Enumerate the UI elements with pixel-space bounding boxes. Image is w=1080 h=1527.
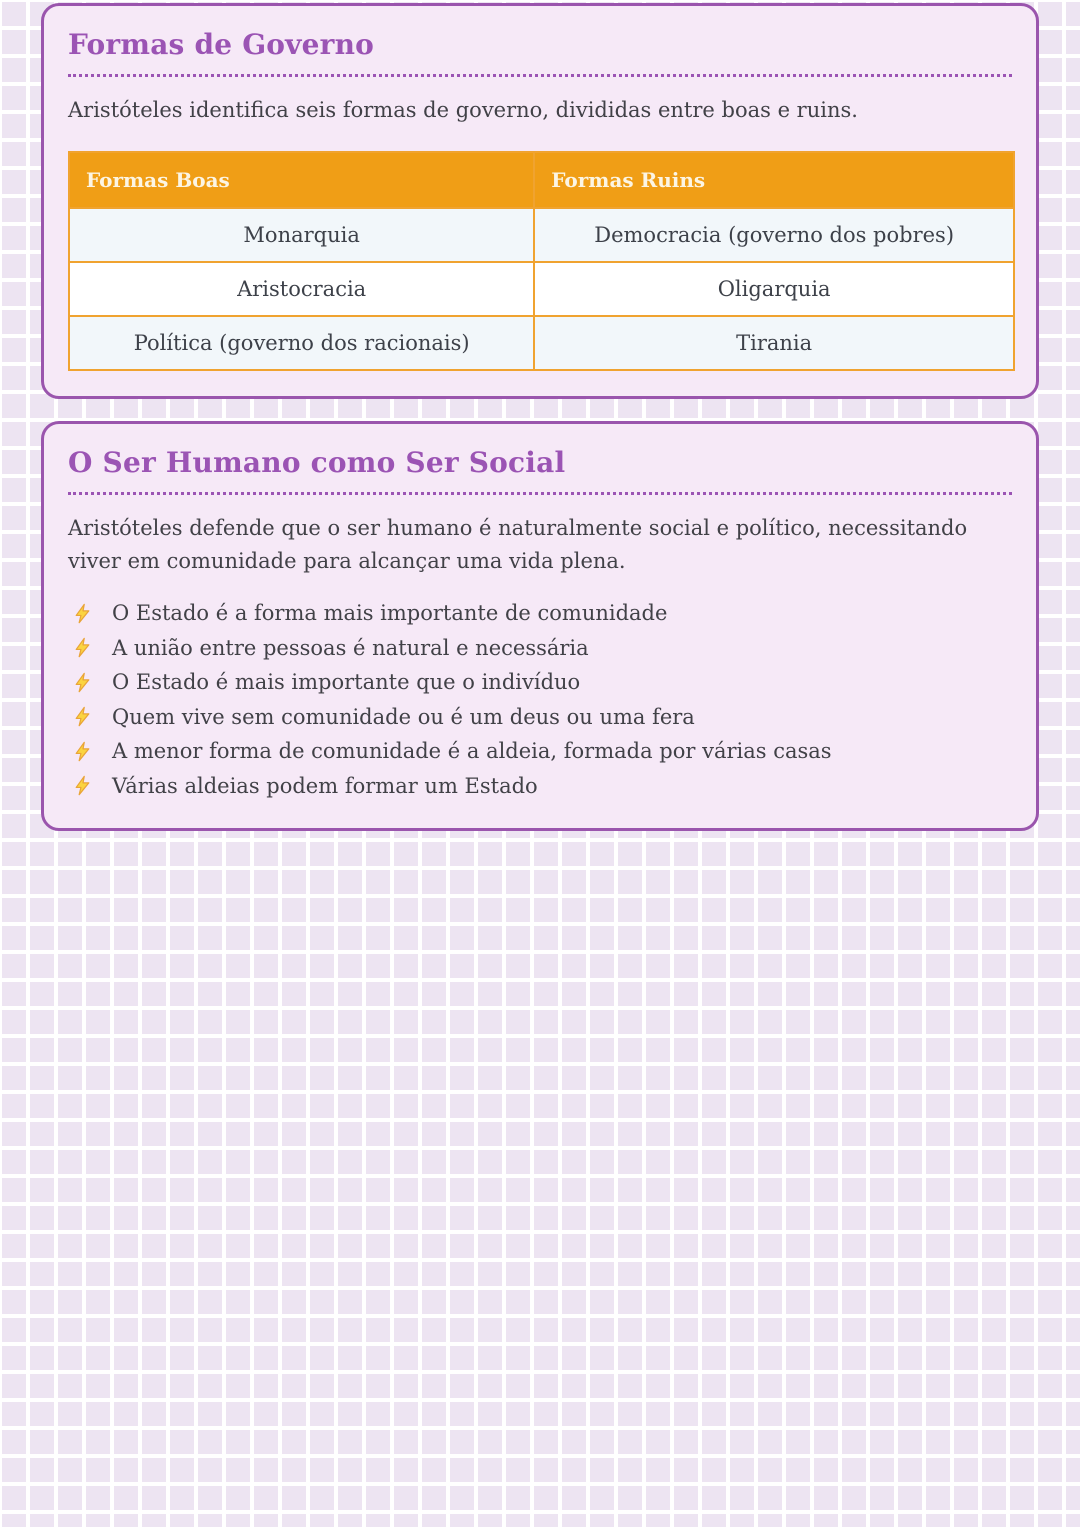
table-cell: Monarquia bbox=[69, 208, 534, 262]
card-title: Formas de Governo bbox=[68, 28, 1012, 77]
lightning-icon bbox=[72, 775, 93, 796]
card-intro: Aristóteles identifica seis formas de governo, divididas entre boas e ruins. bbox=[68, 98, 858, 122]
bullet-text: A união entre pessoas é natural e necessária bbox=[112, 635, 589, 660]
table-header-formas-boas: Formas Boas bbox=[69, 152, 534, 208]
bullet-text: Várias aldeias podem formar um Estado bbox=[112, 773, 538, 798]
bullet-item bbox=[68, 596, 1012, 631]
table-cell: Política (governo dos racionais) bbox=[69, 316, 534, 370]
bullet-text: Quem vive sem comunidade ou é um deus ou uma fera bbox=[112, 704, 695, 729]
lightning-icon bbox=[72, 706, 93, 727]
lightning-icon bbox=[72, 672, 93, 693]
bullet-list bbox=[68, 596, 1012, 803]
government-forms-table bbox=[68, 151, 1015, 371]
lightning-icon bbox=[72, 741, 93, 762]
card-ser-humano-social bbox=[41, 421, 1039, 831]
table-cell: Democracia (governo dos pobres) bbox=[534, 208, 1014, 262]
bullet-item bbox=[68, 734, 1012, 769]
bullet-item bbox=[68, 769, 1012, 804]
table-cell: Tirania bbox=[534, 316, 1014, 370]
bullet-item bbox=[68, 665, 1012, 700]
table-body bbox=[69, 208, 1014, 370]
table-cell: Aristocracia bbox=[69, 262, 534, 316]
table-header-row bbox=[69, 152, 1014, 208]
table-head bbox=[69, 152, 1014, 208]
bullet-text: O Estado é a forma mais importante de comunidade bbox=[112, 601, 668, 625]
bullet-item bbox=[68, 700, 1012, 735]
bullet-text: O Estado é mais importante que o indivíduo bbox=[112, 670, 581, 694]
bullet-text: A menor forma de comunidade é a aldeia, formada por várias casas bbox=[112, 739, 832, 763]
table-header-formas-ruins: Formas Ruins bbox=[534, 152, 1014, 208]
table-row bbox=[69, 316, 1014, 370]
table-row bbox=[69, 262, 1014, 316]
table-row bbox=[69, 208, 1014, 262]
lightning-icon bbox=[72, 603, 93, 624]
card-intro: Aristóteles defende que o ser humano é naturalmente social e político, necessitando viver em comunidade para alcançar uma vida plena. bbox=[68, 516, 968, 573]
bullet-item bbox=[68, 631, 1012, 666]
table-cell: Oligarquia bbox=[534, 262, 1014, 316]
lightning-icon bbox=[72, 637, 93, 658]
card-title: O Ser Humano como Ser Social bbox=[68, 446, 1012, 495]
card-formas-de-governo bbox=[41, 3, 1039, 399]
